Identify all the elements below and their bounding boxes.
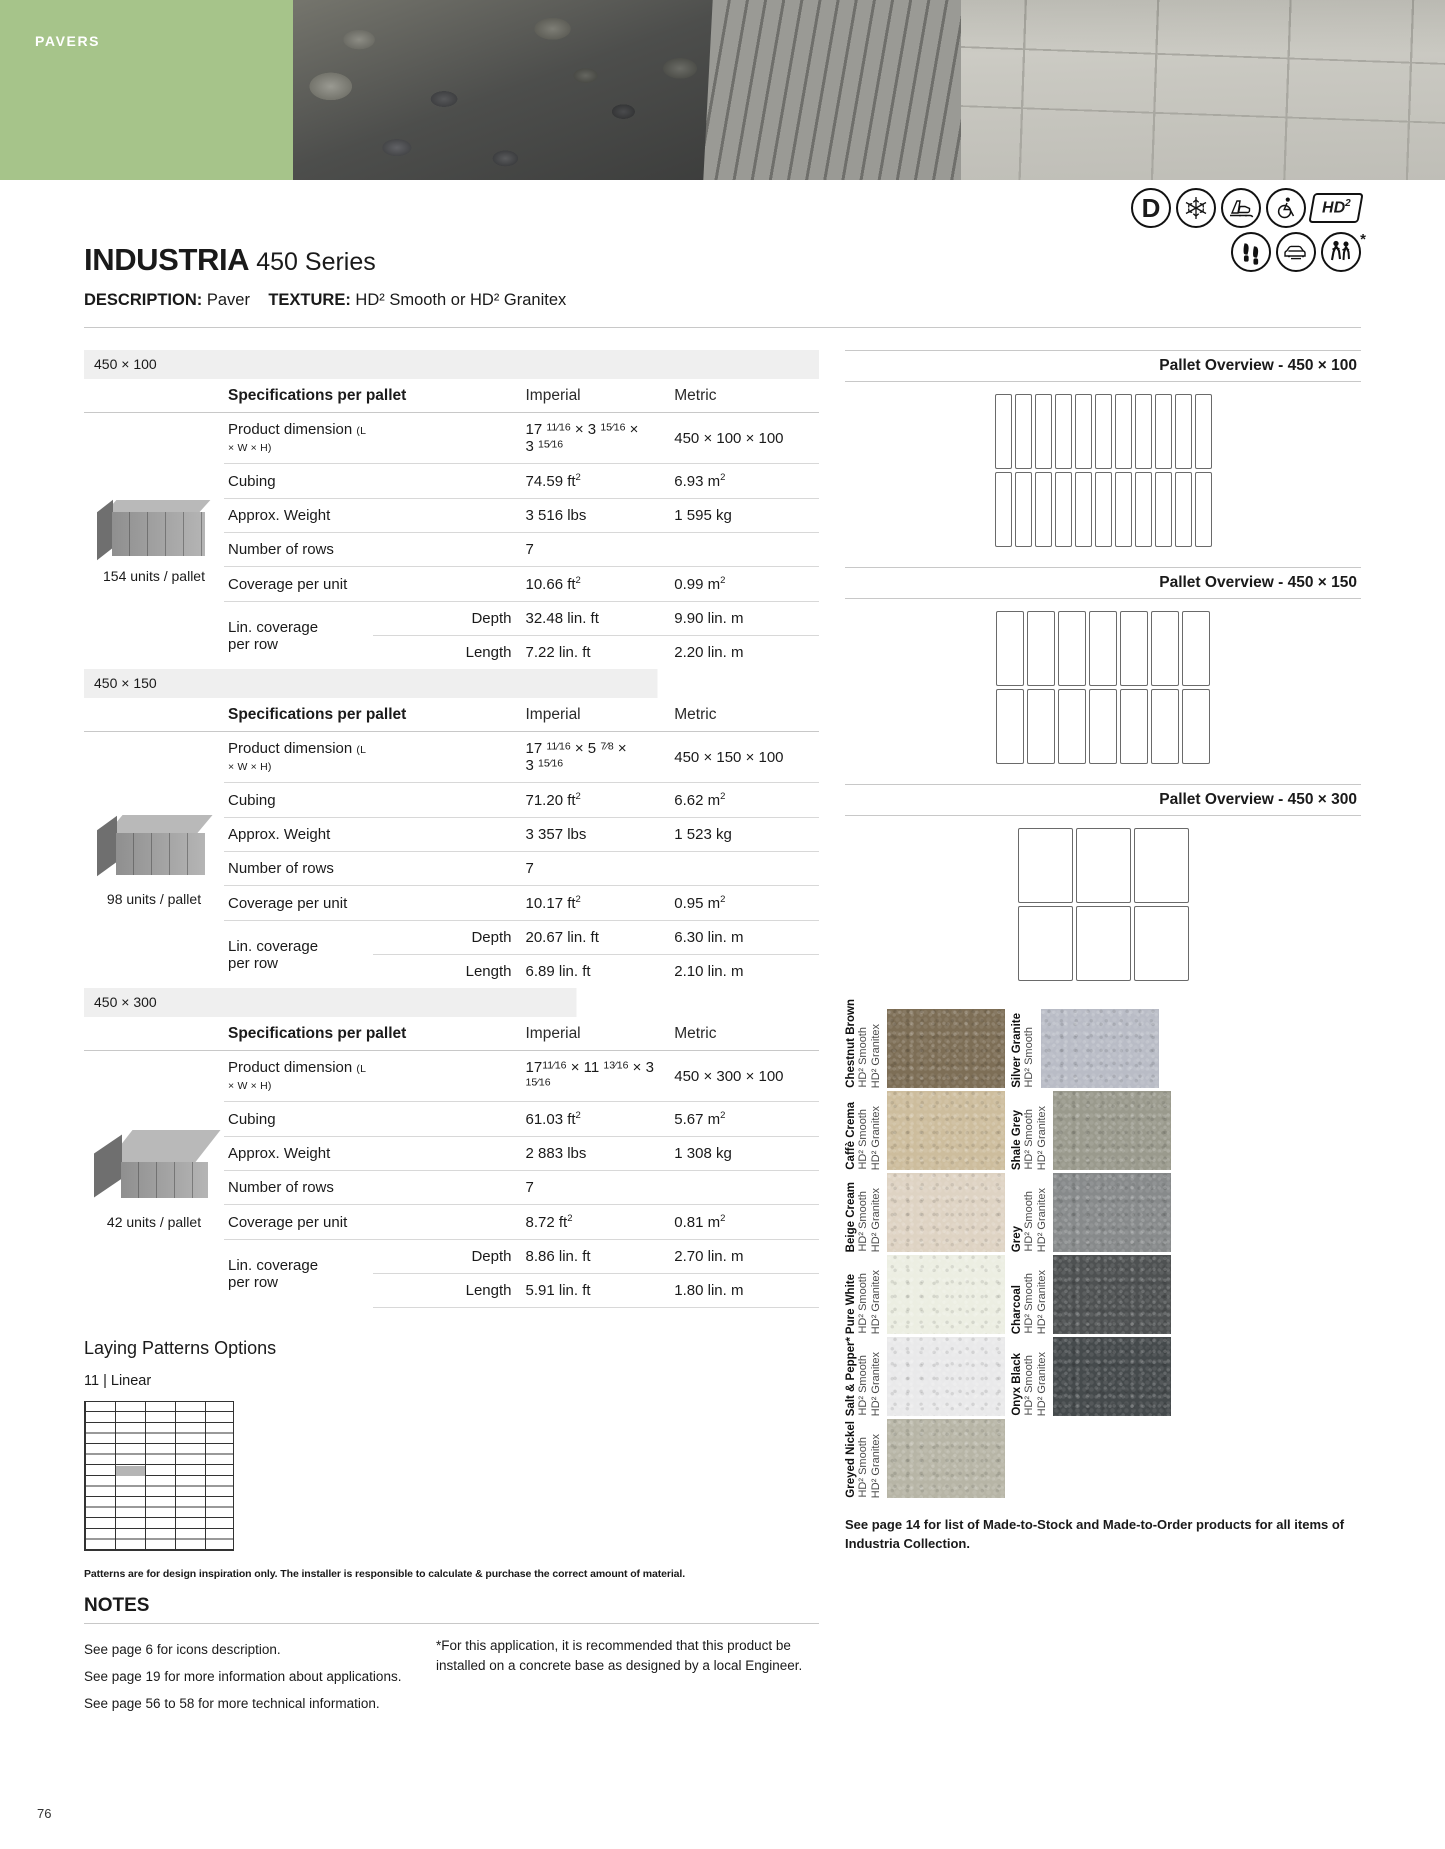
pallet-overview-450x100 [845,350,1361,553]
finish-label: HD² Smooth [1023,1027,1036,1088]
imperial-value: 10.66 $ft^2$ [522,567,671,602]
pallet-unit [1134,828,1189,903]
finish-label: HD² Smooth [857,1437,870,1498]
row-label: Coverage per unit [224,567,373,602]
imperial-value: 61.03 $ft^2$ [522,1102,671,1137]
row-sub: Depth [373,921,522,955]
note-item: See page 56 to 58 for more technical information. [84,1696,380,1712]
row-sub [373,783,522,818]
imperial-value: 7 [522,852,671,886]
row-label [224,413,373,464]
row-label: Lin. coverage per row [228,618,319,653]
pallet-row [1018,906,1189,981]
color-name: Silver Granite [1011,1013,1024,1088]
row-label: Approx. Weight [224,818,373,852]
paver-450x150-thumb [84,732,224,989]
row-sub: Length [373,1274,522,1308]
hero-banner [0,0,1445,180]
pallet-unit [1120,689,1148,764]
color-chip [887,1173,1005,1252]
color-chip [887,1091,1005,1170]
row-label: Coverage per unit [224,1205,373,1240]
pallet-unit [1015,472,1032,547]
row-label [224,1051,373,1102]
row-sub [373,732,522,783]
pallet-unit [1027,611,1055,686]
wheelchair-accessible-icon [1266,188,1306,228]
metric-header: Metric [670,1017,819,1051]
imperial-value: 8.86 lin. ft [522,1240,671,1274]
color-swatch-silver-granite [1011,1009,1171,1088]
texture-label: TEXTURE: [268,291,351,309]
metric-value: 0.81 $m^2$ [670,1205,819,1240]
finish-label: HD² Granitex [869,1023,882,1088]
color-name: Pure White [845,1273,857,1334]
pallet-unit [996,689,1024,764]
metric-value: 9.90 lin. m [670,602,819,636]
pallet-unit [1115,472,1132,547]
table-row [84,1051,819,1102]
imperial-value: 20.67 lin. ft [522,921,671,955]
category-label: PAVERS [35,33,101,49]
imperial-value: 6.89 lin. ft [525,963,591,980]
pallet-unit [1195,394,1212,469]
color-swatch-beige-cream [845,1173,1005,1252]
imperial-value: 8.72 $ft^2$ [522,1205,671,1240]
pallet-overview-title: Pallet Overview - 450 × 150 [845,567,1361,599]
color-column-right [1011,1009,1171,1498]
pallet-unit [1035,394,1052,469]
color-name: Beige Cream [845,1181,857,1252]
row-sublabel: (L × W × H) [228,1063,366,1092]
metric-value: 6.93 $m^2$ [670,464,819,499]
finish-label: HD² Smooth [857,1191,870,1252]
metric-value: 0.99 $m^2$ [670,567,819,602]
row-sub [373,567,522,602]
imperial-value: 71.20 $ft^2$ [522,783,671,818]
row-label: Number of rows [224,533,373,567]
imperial-header: Imperial [522,379,671,413]
row-label: Lin. coverage per row [228,1256,319,1291]
header-divider [84,327,1361,328]
icon-badge-group [1071,188,1366,272]
units-per-pallet: 98 units / pallet [106,891,202,907]
size-band-450x100: 450 × 100 [84,350,819,379]
pallet-overview-title: Pallet Overview - 450 × 300 [845,784,1361,816]
thumb-header-spacer [84,698,224,732]
notes-list [84,1636,414,1717]
color-swatch-charcoal [1011,1255,1171,1334]
laying-pattern-label: 11 | Linear [84,1373,152,1389]
imperial-value: 10.17 $ft^2$ [522,886,671,921]
description-value: Paver [206,291,250,309]
badge-row-primary [1071,188,1361,228]
paver-450x100-thumb [84,413,224,670]
metric-value: 2.10 lin. m [674,963,744,980]
imperial-value: 7.22 lin. ft [525,644,591,661]
pallet-unit [1182,611,1210,686]
category-banner [0,0,293,180]
finish-label: HD² Smooth [1023,1273,1036,1334]
finish-label: HD² Granitex [869,1187,882,1252]
color-swatch-onyx-black [1011,1337,1171,1416]
imperial-value: 74.59 $ft^2$ [522,464,671,499]
snowplow-icon [1221,188,1261,228]
color-chip [1053,1091,1171,1170]
pallet-unit [1075,394,1092,469]
pallet-unit [1155,394,1172,469]
pallet-unit [1135,472,1152,547]
row-sub [373,1205,522,1240]
row-label: Coverage per unit [224,886,373,921]
finish-label: HD² Smooth [857,1355,870,1416]
metric-header: Metric [670,379,819,413]
pallet-unit [1115,394,1132,469]
units-per-pallet: 154 units / pallet [103,568,205,584]
color-chip [887,1009,1005,1088]
color-name: Greyed Nickel [845,1421,857,1498]
table-header-row [84,1017,819,1051]
table-row [84,732,819,783]
spec-header: Specifications per pallet [224,379,522,413]
finish-label: HD² Granitex [1035,1187,1048,1252]
row-label: Cubing [224,783,373,818]
imperial-value: 7 [522,533,671,567]
pallet-unit [1095,394,1112,469]
pallet-diagram [996,611,1210,764]
pallet-unit [1151,611,1179,686]
pallet-diagram [1018,828,1189,981]
hd2-badge-text: $HD^2$ [1321,198,1351,217]
color-chip [1053,1173,1171,1252]
row-sub: Depth [373,1240,522,1274]
metric-value: 1 595 kg [670,499,819,533]
row-sub [373,499,522,533]
notes-heading: NOTES [84,1595,150,1617]
pallet-unit [1055,394,1072,469]
color-swatch-greyed-nickel [845,1419,1005,1498]
finish-label: HD² Granitex [869,1433,882,1498]
pallet-diagram [995,394,1212,547]
row-label-text: Product dimension [228,421,353,438]
color-chip [1053,1255,1171,1334]
pallet-unit [1076,906,1131,981]
photo-slab-region [961,0,1445,180]
row-label: Lin. coverage per row [228,937,319,972]
pallet-row [1018,828,1189,903]
product-series: 450 Series [256,248,376,276]
imperial-value: 2 883 lbs [522,1137,671,1171]
size-band-450x150: 450 × 150 [84,669,819,698]
pattern-disclaimer: Patterns are for design inspiration only. The installer is responsible to calculate & purchase the correct amount of material. [84,1568,686,1580]
finish-label: HD² Granitex [1035,1351,1048,1416]
note-asterisk-text: *For this application, it is recommended that this product be installed on a concrete base as designed by a local Engineer. [436,1638,803,1674]
finish-label: HD² Granitex [869,1105,882,1170]
pallet-unit [1175,394,1192,469]
hero-photo [293,0,1445,180]
color-swatch-salt-and-pepper [845,1337,1005,1416]
pallet-row [996,611,1210,686]
pallet-unit [1182,689,1210,764]
product-name: INDUSTRIA [84,242,249,277]
metric-value [670,852,819,886]
metric-value: 6.30 lin. m [670,921,819,955]
metric-value [670,533,819,567]
durability-d-letter: D [1141,193,1161,223]
specifications-column [84,350,819,1717]
pallet-unit [1151,689,1179,764]
metric-value: 0.95 $m^2$ [670,886,819,921]
pallet-unit [1027,689,1055,764]
color-swatch-chestnut-brown [845,999,1005,1088]
finish-label: HD² Smooth [857,1027,870,1088]
pallet-overview-title: Pallet Overview - 450 × 100 [845,350,1361,382]
durability-d-icon [1131,188,1171,228]
row-sub [373,1102,522,1137]
table-header-row [84,379,819,413]
size-band-450x300: 450 × 300 [84,988,819,1017]
pallet-unit [1155,472,1172,547]
pallet-unit [1089,611,1117,686]
row-sub: Length [465,963,512,980]
pallet-unit [996,611,1024,686]
laying-patterns-title: Laying Patterns Options [84,1338,277,1358]
texture-value: HD² Smooth or HD² Granitex [355,291,567,309]
color-chip [887,1255,1005,1334]
metric-value: 2.70 lin. m [670,1240,819,1274]
imperial-value: 32.48 lin. ft [522,602,671,636]
footprints-pedestrian-icon [1231,232,1271,272]
color-swatch-shale-grey [1011,1091,1171,1170]
metric-value [670,1171,819,1205]
pallet-unit [1134,906,1189,981]
pallet-unit [1089,689,1117,764]
paver-450x300-thumb [84,1051,224,1308]
color-chip [1053,1337,1171,1416]
spec-header: Specifications per pallet [224,698,522,732]
metric-value: 1 308 kg [670,1137,819,1171]
car-vehicular-icon [1276,232,1316,272]
pallet-unit [1120,611,1148,686]
pallet-overview-450x150 [845,567,1361,770]
row-sub [373,413,522,464]
metric-value: 5.67 $m^2$ [670,1102,819,1137]
pallet-unit [995,472,1012,547]
imperial-header: Imperial [522,698,671,732]
note-item: See page 19 for more information about applications. [84,1669,402,1685]
row-label: Approx. Weight [224,1137,373,1171]
pallet-row [995,472,1212,547]
units-per-pallet: 42 units / pallet [106,1214,202,1231]
freeze-thaw-snowflake-icon [1176,188,1216,228]
row-label: Cubing [224,1102,373,1137]
imperial-value: 3 357 lbs [522,818,671,852]
row-label: Number of rows [224,852,373,886]
color-chip [887,1337,1005,1416]
metric-header: Metric [670,698,819,732]
pallet-unit [1135,394,1152,469]
thumb-header-spacer [84,379,224,413]
metric-value: 450 × 100 × 100 [670,413,819,464]
pallet-unit [1055,472,1072,547]
pallet-unit [1095,472,1112,547]
pallet-unit [1175,472,1192,547]
pallet-unit [1058,611,1086,686]
description-line [84,291,1361,310]
finish-label: HD² Granitex [1035,1269,1048,1334]
color-column-left [845,999,1005,1498]
row-sub [373,1137,522,1171]
metric-value: 2.20 lin. m [674,644,744,661]
laying-pattern-highlight-unit [116,1466,145,1476]
color-chip [1041,1009,1159,1088]
note-item: See page 6 for icons description. [84,1642,281,1658]
pallet-unit [1058,689,1086,764]
row-sub [373,533,522,567]
row-label-text: Product dimension [228,1059,353,1076]
color-swatch-grid [845,999,1361,1498]
made-to-stock-footnote: See page 14 for list of Made-to-Stock and Made-to-Order products for all items of Industria Collection. [845,1517,1345,1551]
row-label-text: Product dimension [228,740,353,757]
pallet-and-colors-column [819,350,1361,1717]
metric-value: 450 × 300 × 100 [670,1051,819,1102]
metric-value: 6.62 $m^2$ [670,783,819,818]
finish-label: HD² Smooth [1023,1109,1036,1170]
finish-label: HD² Smooth [1023,1355,1036,1416]
finish-label: HD² Smooth [857,1109,870,1170]
notes-divider [84,1623,819,1624]
color-name: Chestnut Brown [845,999,857,1088]
color-swatch-pure-white [845,1255,1005,1334]
row-label: Number of rows [224,1171,373,1205]
spec-table-450x300 [84,1017,819,1308]
pallet-unit [995,394,1012,469]
imperial-value: 17 $^{11⁄16}$ × 5 $^{7⁄8}$ × 3 $^{15⁄16}$ [522,732,671,783]
row-sub [373,886,522,921]
color-swatch-caffe-crema [845,1091,1005,1170]
spec-table-450x150 [84,698,819,988]
row-sublabel: (L × W × H) [228,744,366,773]
imperial-value: 3 516 lbs [522,499,671,533]
imperial-value: 7 [522,1171,671,1205]
row-sub: Length [465,644,512,661]
row-sub [373,464,522,499]
color-chip [887,1419,1005,1498]
row-label: Cubing [224,464,373,499]
pallet-unit [1076,828,1131,903]
spec-header: Specifications per pallet [224,1017,522,1051]
row-sub [373,852,522,886]
table-row [84,413,819,464]
imperial-value: $17^{11⁄16} \times 11$ $^{13⁄16}$ × 3 $^{15⁄16}$ [522,1051,671,1102]
color-name: Shale Grey [1011,1109,1024,1170]
people-walking-icon [1321,231,1366,272]
row-sub: Depth [373,602,522,636]
imperial-header: Imperial [522,1017,671,1051]
badge-row-secondary [1071,231,1366,272]
page-number: 76 [37,1806,52,1821]
finish-label: HD² Granitex [869,1351,882,1416]
pallet-unit [1195,472,1212,547]
color-name: Onyx Black [1011,1353,1024,1416]
hd2-badge [1308,193,1363,223]
laying-pattern-diagram [84,1401,234,1551]
color-swatch-grey [1011,1173,1171,1252]
color-name: Grey [1011,1225,1024,1252]
finish-label: HD² Granitex [1035,1105,1048,1170]
pallet-unit [1075,472,1092,547]
imperial-value: 17 $^{11⁄16}$ × 3 $^{15⁄16}$ × 3 $^{15⁄16}$ [522,413,671,464]
row-label [224,732,373,783]
row-sub [373,1171,522,1205]
color-name: Charcoal [1011,1284,1024,1334]
metric-value: 1.80 lin. m [670,1274,819,1308]
color-name: Salt & Pepper* [845,1336,857,1416]
pallet-row [996,689,1210,764]
spec-table-450x100 [84,379,819,669]
finish-label: HD² Smooth [857,1273,870,1334]
row-label: Approx. Weight [224,499,373,533]
finish-label: HD² Granitex [869,1269,882,1334]
metric-value: 450 × 150 × 100 [670,732,819,783]
row-sub [373,818,522,852]
pallet-row [995,394,1212,469]
pallet-unit [1018,906,1073,981]
finish-label: HD² Smooth [1023,1191,1036,1252]
thumb-header-spacer [84,1017,224,1051]
imperial-value: 5.91 lin. ft [522,1274,671,1308]
pallet-unit [1035,472,1052,547]
pallet-unit [1018,828,1073,903]
row-sublabel: (L × W × H) [228,425,366,454]
pallet-overview-450x300 [845,784,1361,987]
metric-value: 1 523 kg [670,818,819,852]
pallet-unit [1015,394,1032,469]
color-name: Caffè Crema [845,1102,857,1170]
photo-gravel-region [293,0,765,180]
asterisk-marker: * [1360,231,1366,248]
description-label: DESCRIPTION: [84,291,203,309]
row-sub [373,1051,522,1102]
table-header-row [84,698,819,732]
